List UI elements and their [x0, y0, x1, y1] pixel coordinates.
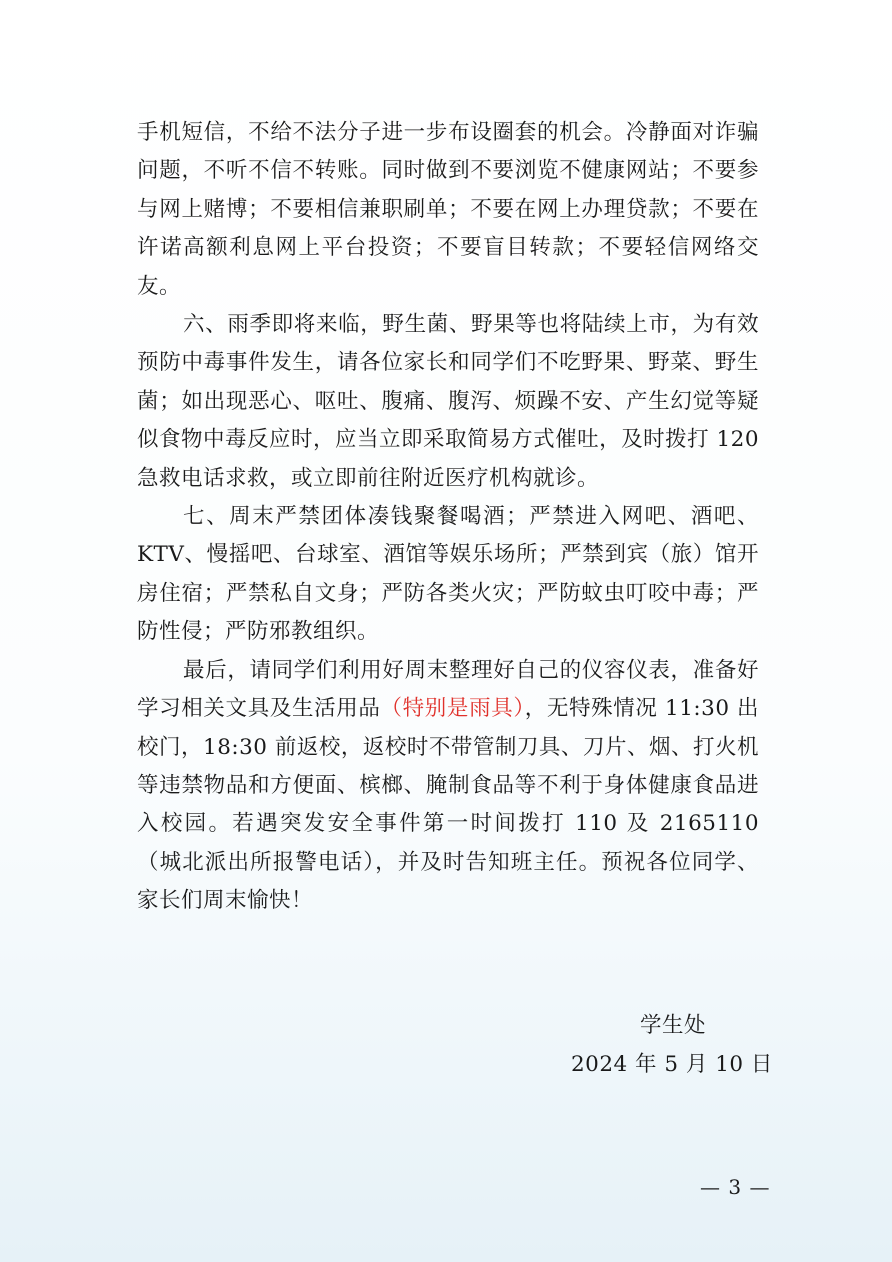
paragraph-final-notice	[137, 652, 759, 921]
paragraph-text: 七、周末严禁团体凑钱聚餐喝酒；严禁进入网吧、酒吧、KTV、慢摇吧、台球室、酒馆等娱乐场所；严禁到宾（旅）馆开房住宿；严禁私自文身；严防各类火灾；严防蚊虫叮咬中毒；严防性侵；严防邪教组织。	[137, 504, 759, 645]
paragraph-item-seven-weekend-rules	[137, 498, 759, 652]
document-body	[137, 114, 759, 921]
paragraph-text: 六、雨季即将来临，野生菌、野果等也将陆续上市，为有效预防中毒事件发生，请各位家长和同学们不吃野果、野菜、野生菌；如出现恶心、呕吐、腹痛、腹泻、烦躁不安、产生幻觉等疑似食物中毒反应时，应当立即采取简易方式催吐，及时拨打 120 急救电话求救，或立即前往附近医疗机构就诊。	[137, 312, 759, 491]
signature-department: 学生处	[640, 1013, 707, 1038]
paragraph-text: ，无特殊情况 11:30 出校门，18:30 前返校，返校时不带管制刀具、刀片、烟、打火机等违禁物品和方便面、槟榔、腌制食品等不利于身体健康食品进入校园。若遇突发安全事件第一时间拨打 110 及 2165110（城北派出所报警电话），并及时告知班主任。预祝各位同学、家长们周末愉快！	[137, 696, 759, 914]
page-number: — 3 —	[700, 1175, 771, 1199]
paragraph-fraud-prevention-continued	[137, 114, 759, 306]
signature-date: 2024 年 5 月 10 日	[571, 1052, 773, 1077]
paragraph-text: 手机短信，不给不法分子进一步布设圈套的机会。冷静面对诈骗问题，不听不信不转账。同时做到不要浏览不健康网站；不要参与网上赌博；不要相信兼职刷单；不要在网上办理贷款；不要在许诺高额利息网上平台投资；不要盲目转款；不要轻信网络交友。	[137, 120, 759, 299]
paragraph-text: 最后，请同学们利用好周末整理好自己的仪容仪表，准备好学习相关文具及生活用品	[137, 657, 759, 722]
paragraph-item-six-food-poisoning	[137, 306, 759, 498]
highlight-rain-gear: （特别是雨具）	[380, 696, 525, 722]
